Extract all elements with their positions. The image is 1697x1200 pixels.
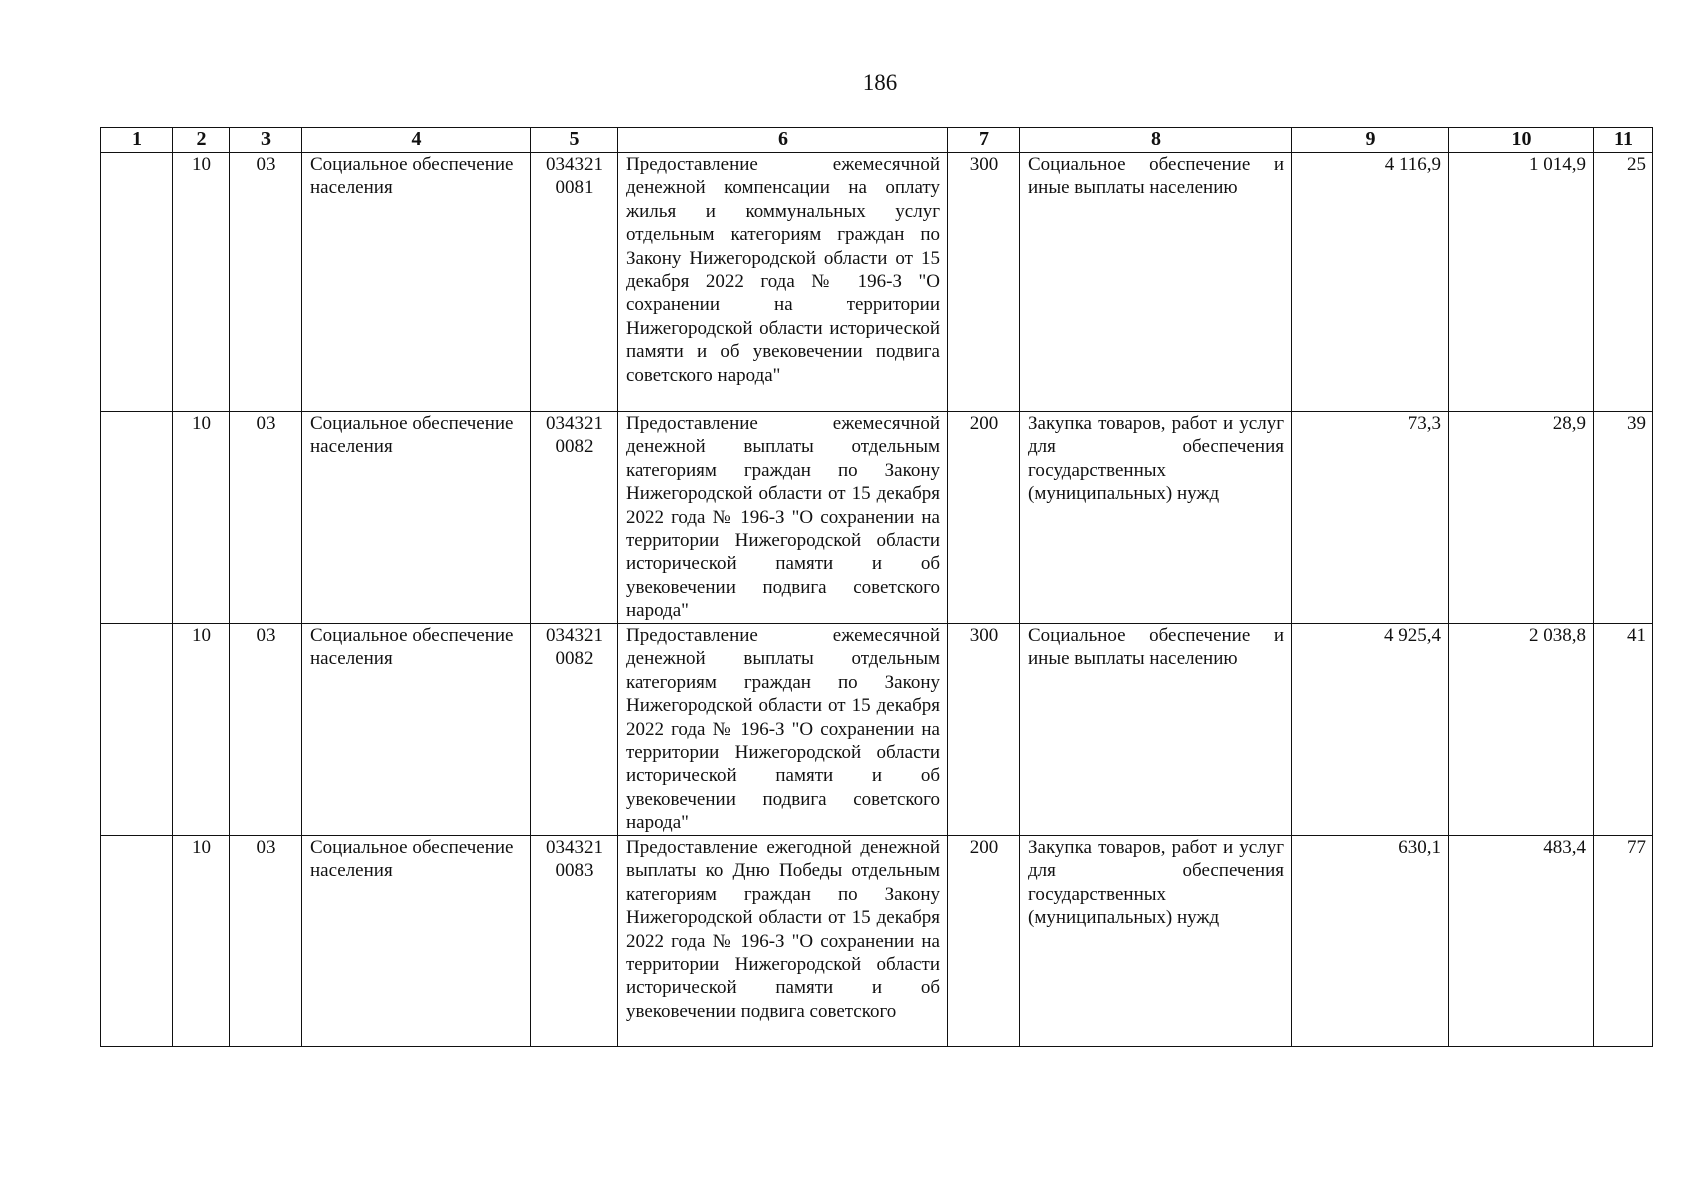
column-header-4: 4 <box>302 128 531 153</box>
column-header-10: 10 <box>1449 128 1594 153</box>
table-header-row <box>101 128 1653 153</box>
cell-expense-type-name: Закупка товаров, работ и услуг для обеспечения государственных (муниципальных) нужд <box>1020 836 1292 1047</box>
cell-expense-type-code: 300 <box>948 153 1020 412</box>
table-row <box>101 624 1653 836</box>
cell-target-code <box>531 412 618 624</box>
column-header-3: 3 <box>230 128 302 153</box>
cell-subsection-name: Социальное обеспечение населения <box>302 153 531 412</box>
cell-amount-col10: 2 038,8 <box>1449 624 1594 836</box>
cell-expense-type-name: Закупка товаров, работ и услуг для обеспечения государственных (муниципальных) нужд <box>1020 412 1292 624</box>
cell-col1 <box>101 836 173 1047</box>
column-header-5: 5 <box>531 128 618 153</box>
cell-percent: 25 <box>1594 153 1653 412</box>
cell-section: 10 <box>173 624 230 836</box>
cell-subsection-name: Социальное обеспечение населения <box>302 624 531 836</box>
cell-percent: 39 <box>1594 412 1653 624</box>
cell-percent: 77 <box>1594 836 1653 1047</box>
cell-amount-col10: 483,4 <box>1449 836 1594 1047</box>
cell-amount-col10: 28,9 <box>1449 412 1594 624</box>
column-header-6: 6 <box>618 128 948 153</box>
cell-target-code <box>531 624 618 836</box>
cell-subsection: 03 <box>230 412 302 624</box>
cell-col1 <box>101 153 173 412</box>
cell-expense-type-code: 200 <box>948 412 1020 624</box>
cell-subsection-name: Социальное обеспечение населения <box>302 836 531 1047</box>
cell-subsection: 03 <box>230 624 302 836</box>
cell-expense-type-name: Социальное обеспечение и иные выплаты населению <box>1020 153 1292 412</box>
target-code-part2: 0083 <box>555 860 594 882</box>
cell-subsection-name: Социальное обеспечение населения <box>302 412 531 624</box>
target-code-part2: 0082 <box>555 648 594 670</box>
cell-amount-col9: 4 116,9 <box>1292 153 1449 412</box>
cell-target-description: Предоставление ежемесячной денежной компенсации на оплату жилья и коммунальных услуг отдельным категориям граждан по Закону Нижегородской области от 15 декабря 2022 года № 196-З "О сохранении на территории Нижегородской области исторической памяти и об увековечении подвига советского народа" <box>618 153 948 412</box>
column-header-9: 9 <box>1292 128 1449 153</box>
table-row <box>101 153 1653 412</box>
page-number: 186 <box>862 70 898 95</box>
column-header-11: 11 <box>1594 128 1653 153</box>
cell-amount-col9: 73,3 <box>1292 412 1449 624</box>
target-code-part1: 034321 <box>546 625 603 646</box>
cell-amount-col9: 630,1 <box>1292 836 1449 1047</box>
cell-amount-col10: 1 014,9 <box>1449 153 1594 412</box>
target-code-part1: 034321 <box>546 413 603 434</box>
cell-expense-type-code: 200 <box>948 836 1020 1047</box>
cell-section: 10 <box>173 836 230 1047</box>
cell-col1 <box>101 412 173 624</box>
cell-target-description: Предоставление ежемесячной денежной выплаты отдельным категориям граждан по Закону Нижегородской области от 15 декабря 2022 года № 196-З "О сохранении на территории Нижегородской области исторической памяти и об увековечении подвига советского народа" <box>618 624 948 836</box>
cell-section: 10 <box>173 412 230 624</box>
cell-target-description <box>618 836 948 1047</box>
column-header-7: 7 <box>948 128 1020 153</box>
column-header-1: 1 <box>101 128 173 153</box>
column-header-2: 2 <box>173 128 230 153</box>
table-row <box>101 836 1653 1047</box>
cell-target-description: Предоставление ежемесячной денежной выплаты отдельным категориям граждан по Закону Нижегородской области от 15 декабря 2022 года № 196-З "О сохранении на территории Нижегородской области исторической памяти и об увековечении подвига советского народа" <box>618 412 948 624</box>
column-header-8: 8 <box>1020 128 1292 153</box>
cell-subsection: 03 <box>230 153 302 412</box>
target-description-text: Предоставление ежегодной денежной выплаты ко Дню Победы отдельным категориям граждан по Закону Нижегородской области от 15 декабря 2022 года № 196-З "О сохранении на территории Нижегородской области исторической памяти и об увековечении подвига советского <box>626 837 940 1022</box>
cell-percent: 41 <box>1594 624 1653 836</box>
cell-amount-col9: 4 925,4 <box>1292 624 1449 836</box>
cell-target-code <box>531 153 618 412</box>
budget-table <box>100 127 1653 1047</box>
target-code-part1: 034321 <box>546 837 603 858</box>
cell-expense-type-name: Социальное обеспечение и иные выплаты населению <box>1020 624 1292 836</box>
target-code-part2: 0082 <box>555 436 594 458</box>
cell-col1 <box>101 624 173 836</box>
table-row <box>101 412 1653 624</box>
cell-section: 10 <box>173 153 230 412</box>
target-code-part2: 0081 <box>555 177 594 199</box>
cell-expense-type-code: 300 <box>948 624 1020 836</box>
cell-target-code <box>531 836 618 1047</box>
cell-subsection: 03 <box>230 836 302 1047</box>
target-code-part1: 034321 <box>546 154 603 175</box>
